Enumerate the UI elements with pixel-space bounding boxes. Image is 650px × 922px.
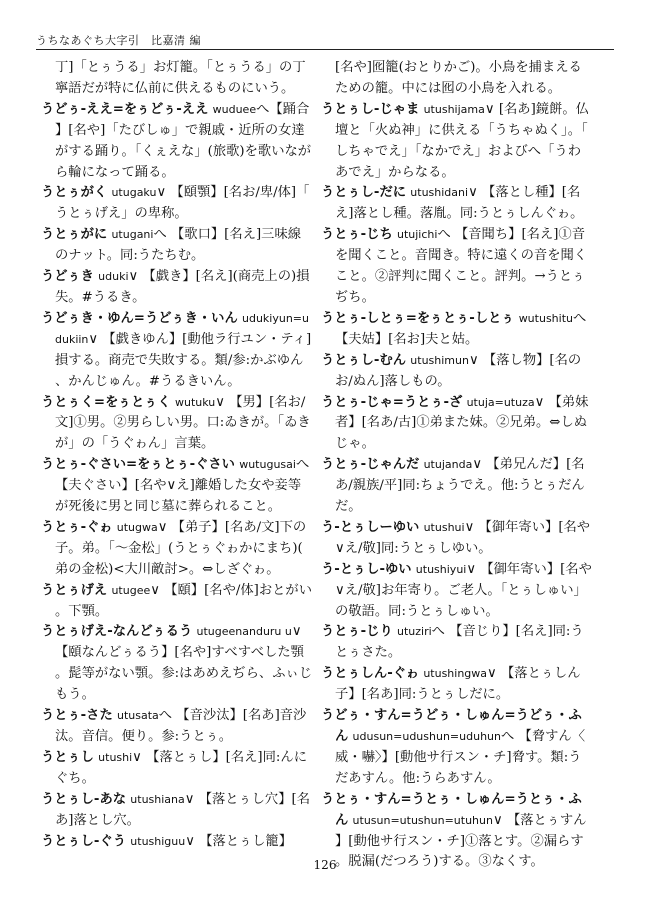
headword: うどぅき [41, 269, 94, 285]
left-column [41, 58, 313, 852]
definition: へ 【脅すん〈威・嚇〉】[動他サ行スン・チ]脅す。類:うだあすん。他:うらあすん。 [335, 729, 585, 786]
dictionary-entry [41, 790, 313, 832]
definition: ∨ 【頤】[名や/体]おとがい。下顎。 [55, 582, 313, 619]
definition: ∨ 【戯きゆん】[動他ラ行ユン・ティ]損する。商売で失敗する。類/参:かぶゆん、かんじゅん。#うるきいん。 [55, 331, 312, 389]
definition: ∨ 【弟妹者】[名あ/古]①弟また妹。②兄弟。⇔しぬじゃ。 [335, 394, 589, 452]
headword: うとぅげえ [41, 582, 108, 598]
romanization: utushi [98, 750, 133, 764]
dictionary-entry [321, 100, 593, 184]
headword: う-とぅし-ゆい [321, 561, 412, 577]
headword: うどぅ-ええ=をぅどぅ-ええ [41, 101, 209, 117]
headword: うとぅ-さた [41, 708, 113, 724]
right-column [321, 58, 593, 873]
dictionary-entry [321, 455, 593, 518]
headword: うとぅ-ぐさい=をぅとぅ-ぐさい [41, 457, 235, 473]
romanization: utushijama [423, 102, 485, 116]
romanization: utugaku [111, 186, 157, 200]
headword: うとぅし-あな [41, 791, 127, 807]
romanization: utushui [423, 520, 465, 534]
dictionary-entry [41, 309, 313, 393]
dictionary-entry [321, 393, 593, 456]
romanization: udukiyun=udukiin [55, 311, 309, 346]
dictionary-entry [41, 267, 313, 309]
definition: ∨ 【落し物】[名のお/ぬん]落しもの。 [335, 352, 582, 389]
headword: うとぅがく [41, 185, 108, 201]
romanization: wuduee [212, 102, 257, 116]
romanization: utuziri [396, 625, 432, 639]
entry-continuation: 丁]「とぅうる」お灯籠。「とぅうる」の丁寧語だが特に仏前に供えるものにいう。 [55, 60, 306, 96]
dictionary-entry [321, 309, 593, 351]
romanization: wutugusai [239, 458, 296, 472]
romanization: uduki [98, 270, 129, 284]
definition: ∨ 【戯き】[名え](商売上の)損失。#うるき。 [55, 269, 310, 305]
definition: へ 【夫ぐさい】[名や∨え]離婚した女や妾等が死後に男と同じ墓に葬られること。 [55, 457, 310, 515]
definition: へ 【音聞ち】[名え]①音を聞くこと。音聞き。特に遠くの音を聞くこと。②評判に聞くこと。評判。→うとぅぢち。 [335, 227, 588, 305]
dictionary-entry [321, 518, 593, 560]
dictionary-entry [41, 225, 313, 267]
dictionary-entry [321, 560, 593, 623]
definition: へ 【音じり】[名え]同:うとぅさた。 [335, 624, 584, 661]
headword: うとぅ-じゃ=うとぅ-ざ [321, 394, 463, 410]
page-number: 126 [313, 858, 337, 872]
definition: へ 【夫姑】[名お]夫と姑。 [335, 310, 587, 347]
romanization: utugwa [116, 520, 158, 534]
headword: うとぅげえ-なんどぅるう [41, 624, 193, 640]
romanization: utushidani [410, 186, 469, 200]
definition: ∨ 【落とぅすん】[動他サ行スン・チ]①落とす。②漏らす。脱漏(だつろう)する。③なくす。 [335, 812, 587, 870]
romanization: utujanda [423, 458, 473, 472]
headword: うとぅがに [41, 227, 108, 243]
definition: ∨ 【頤なんどぅるう】[名や]すべすべした顎。髭等がない顎。参:はあめえぢら、ふぃじもう。 [55, 624, 313, 703]
romanization: wutushitu [518, 311, 573, 325]
dictionary-entry [41, 581, 313, 623]
headword: うとぅし [41, 749, 94, 765]
headword: うとぅ-しとぅ=をぅとぅ-しとぅ [321, 310, 515, 326]
headword: うとぅし-ぐう [41, 833, 127, 849]
definition: ∨ 【落とし種】[名え]落とし種。落胤。同:うとぅしんぐゎ。 [335, 185, 584, 222]
dictionary-entry [321, 183, 593, 225]
headword: うどぅき・ゆん=うどぅき・いん [41, 310, 238, 326]
dictionary-entry [41, 832, 313, 853]
romanization: utushimun [410, 353, 469, 367]
romanization: wutuku [174, 395, 216, 409]
romanization: utuja=utuza [466, 395, 535, 409]
romanization: utushingwa [423, 667, 488, 681]
romanization: utusata [116, 709, 159, 723]
dictionary-entry [41, 748, 313, 790]
definition: ∨ 【頤顎】[名お/卑/体]「うとぅげえ」の卑称。 [55, 185, 310, 222]
romanization: utushiana [130, 792, 185, 806]
definition: ∨ 【弟兄んだ】[名あ/親族/平]同:ちょうでえ。他:うとぅだんだ。 [335, 457, 585, 515]
romanization: utushiyui [415, 562, 467, 576]
dictionary-entry [41, 100, 313, 184]
dictionary-entry [41, 706, 313, 748]
definition: ∨ 【男】[名お/文]①男。②男らしい男。口:ゐきが。「ゐきが」の「うぐゎん」言葉。 [55, 394, 311, 452]
romanization: utugee [111, 583, 151, 597]
definition: ∨ 【落とぅし籠】 [185, 833, 293, 849]
headword: うとぅしん-ぐゎ [321, 666, 420, 682]
definition: ∨ 【落とぅし穴】[名あ]落とし穴。 [55, 791, 311, 828]
headword: う-とぅしーゆい [321, 519, 420, 535]
dictionary-entry [41, 393, 313, 456]
dictionary-entry [41, 622, 313, 706]
romanization: utugeenanduru u [196, 625, 292, 639]
headword: うとぅし-むん [321, 352, 407, 368]
romanization: utujichi [396, 228, 438, 242]
definition: ∨ 【落とぅし】[名え]同:んにぐち。 [55, 749, 307, 786]
headword: うとぅ-じゃんだ [321, 457, 420, 473]
dictionary-entry [41, 183, 313, 225]
running-header: うちなあぐち大字引 比嘉清 編 [36, 34, 201, 47]
header-rule [36, 49, 614, 50]
romanization: utusun=utushun=utuhun [352, 813, 493, 827]
headword: うとぅ-ぐゎ [41, 519, 113, 535]
definition: ∨ 【御年寄い】[名や∨え/敬]同:うとぅしゆい。 [335, 519, 591, 556]
dictionary-entry [41, 518, 313, 581]
entry-continuation: [名や]囮籠(おとりかご)。小鳥を捕まえるための籠。中には囮の小鳥を入れる。 [335, 60, 582, 96]
romanization: udusun=udushun=uduhun [352, 730, 501, 743]
dictionary-entry [321, 622, 593, 664]
headword: うとぅく=をぅとぅく [41, 394, 171, 410]
definition: ∨ 【落とぅしん子】[名あ]同:うとぅしだに。 [335, 666, 581, 703]
definition: へ【踊合】[名や]「たびしゅ」で親戚・近所の女達がする踊り。「くぇえな」(旅歌)を歌いながら輪になって踊る。 [55, 101, 312, 180]
romanization: utushiguu [130, 834, 186, 848]
dictionary-entry [321, 706, 593, 790]
headword: うとぅし-だに [321, 185, 407, 201]
headword: うとぅ-じり [321, 624, 393, 640]
dictionary-entry [321, 351, 593, 393]
headword: うとぅ-じち [321, 227, 393, 243]
dictionary-entry [321, 664, 593, 706]
definition: へ 【歌口】[名え]三味線のナット。同:うたちむ。 [55, 227, 302, 264]
dictionary-entry [321, 225, 593, 309]
definition: ∨ 【御年寄い】[名や∨え/敬]お年寄り。ご老人。「とぅしゅい」の敬語。同:うとぅしゅい。 [335, 561, 592, 619]
dictionary-entry [41, 455, 313, 518]
headword: うとぅし-じゃま [321, 101, 420, 117]
definition: ∨ [名あ]鏡餅。仏壇と「火ぬ神」に供える「うちゃぬく」。「しちゃでえ」「なかでえ」およびへ「うわあでえ」からなる。 [335, 101, 589, 180]
headword: うどぅ・すん=うどぅ・しゅん=うどぅ・ふん [321, 708, 582, 744]
romanization: utugani [111, 228, 154, 242]
definition: ∨ 【弟子】[名あ/文]下の子。弟。「〜金松」(うとぅぐゎかにまち)(弟の金松)<大川敵討>。⇔しざぐゎ。 [55, 519, 307, 577]
headword: うとぅ・すん=うとぅ・しゅん=うとぅ・ふん [321, 791, 582, 828]
definition: へ 【音沙汰】[名あ]音沙汰。音信。便り。参:うとぅ。 [55, 708, 307, 744]
